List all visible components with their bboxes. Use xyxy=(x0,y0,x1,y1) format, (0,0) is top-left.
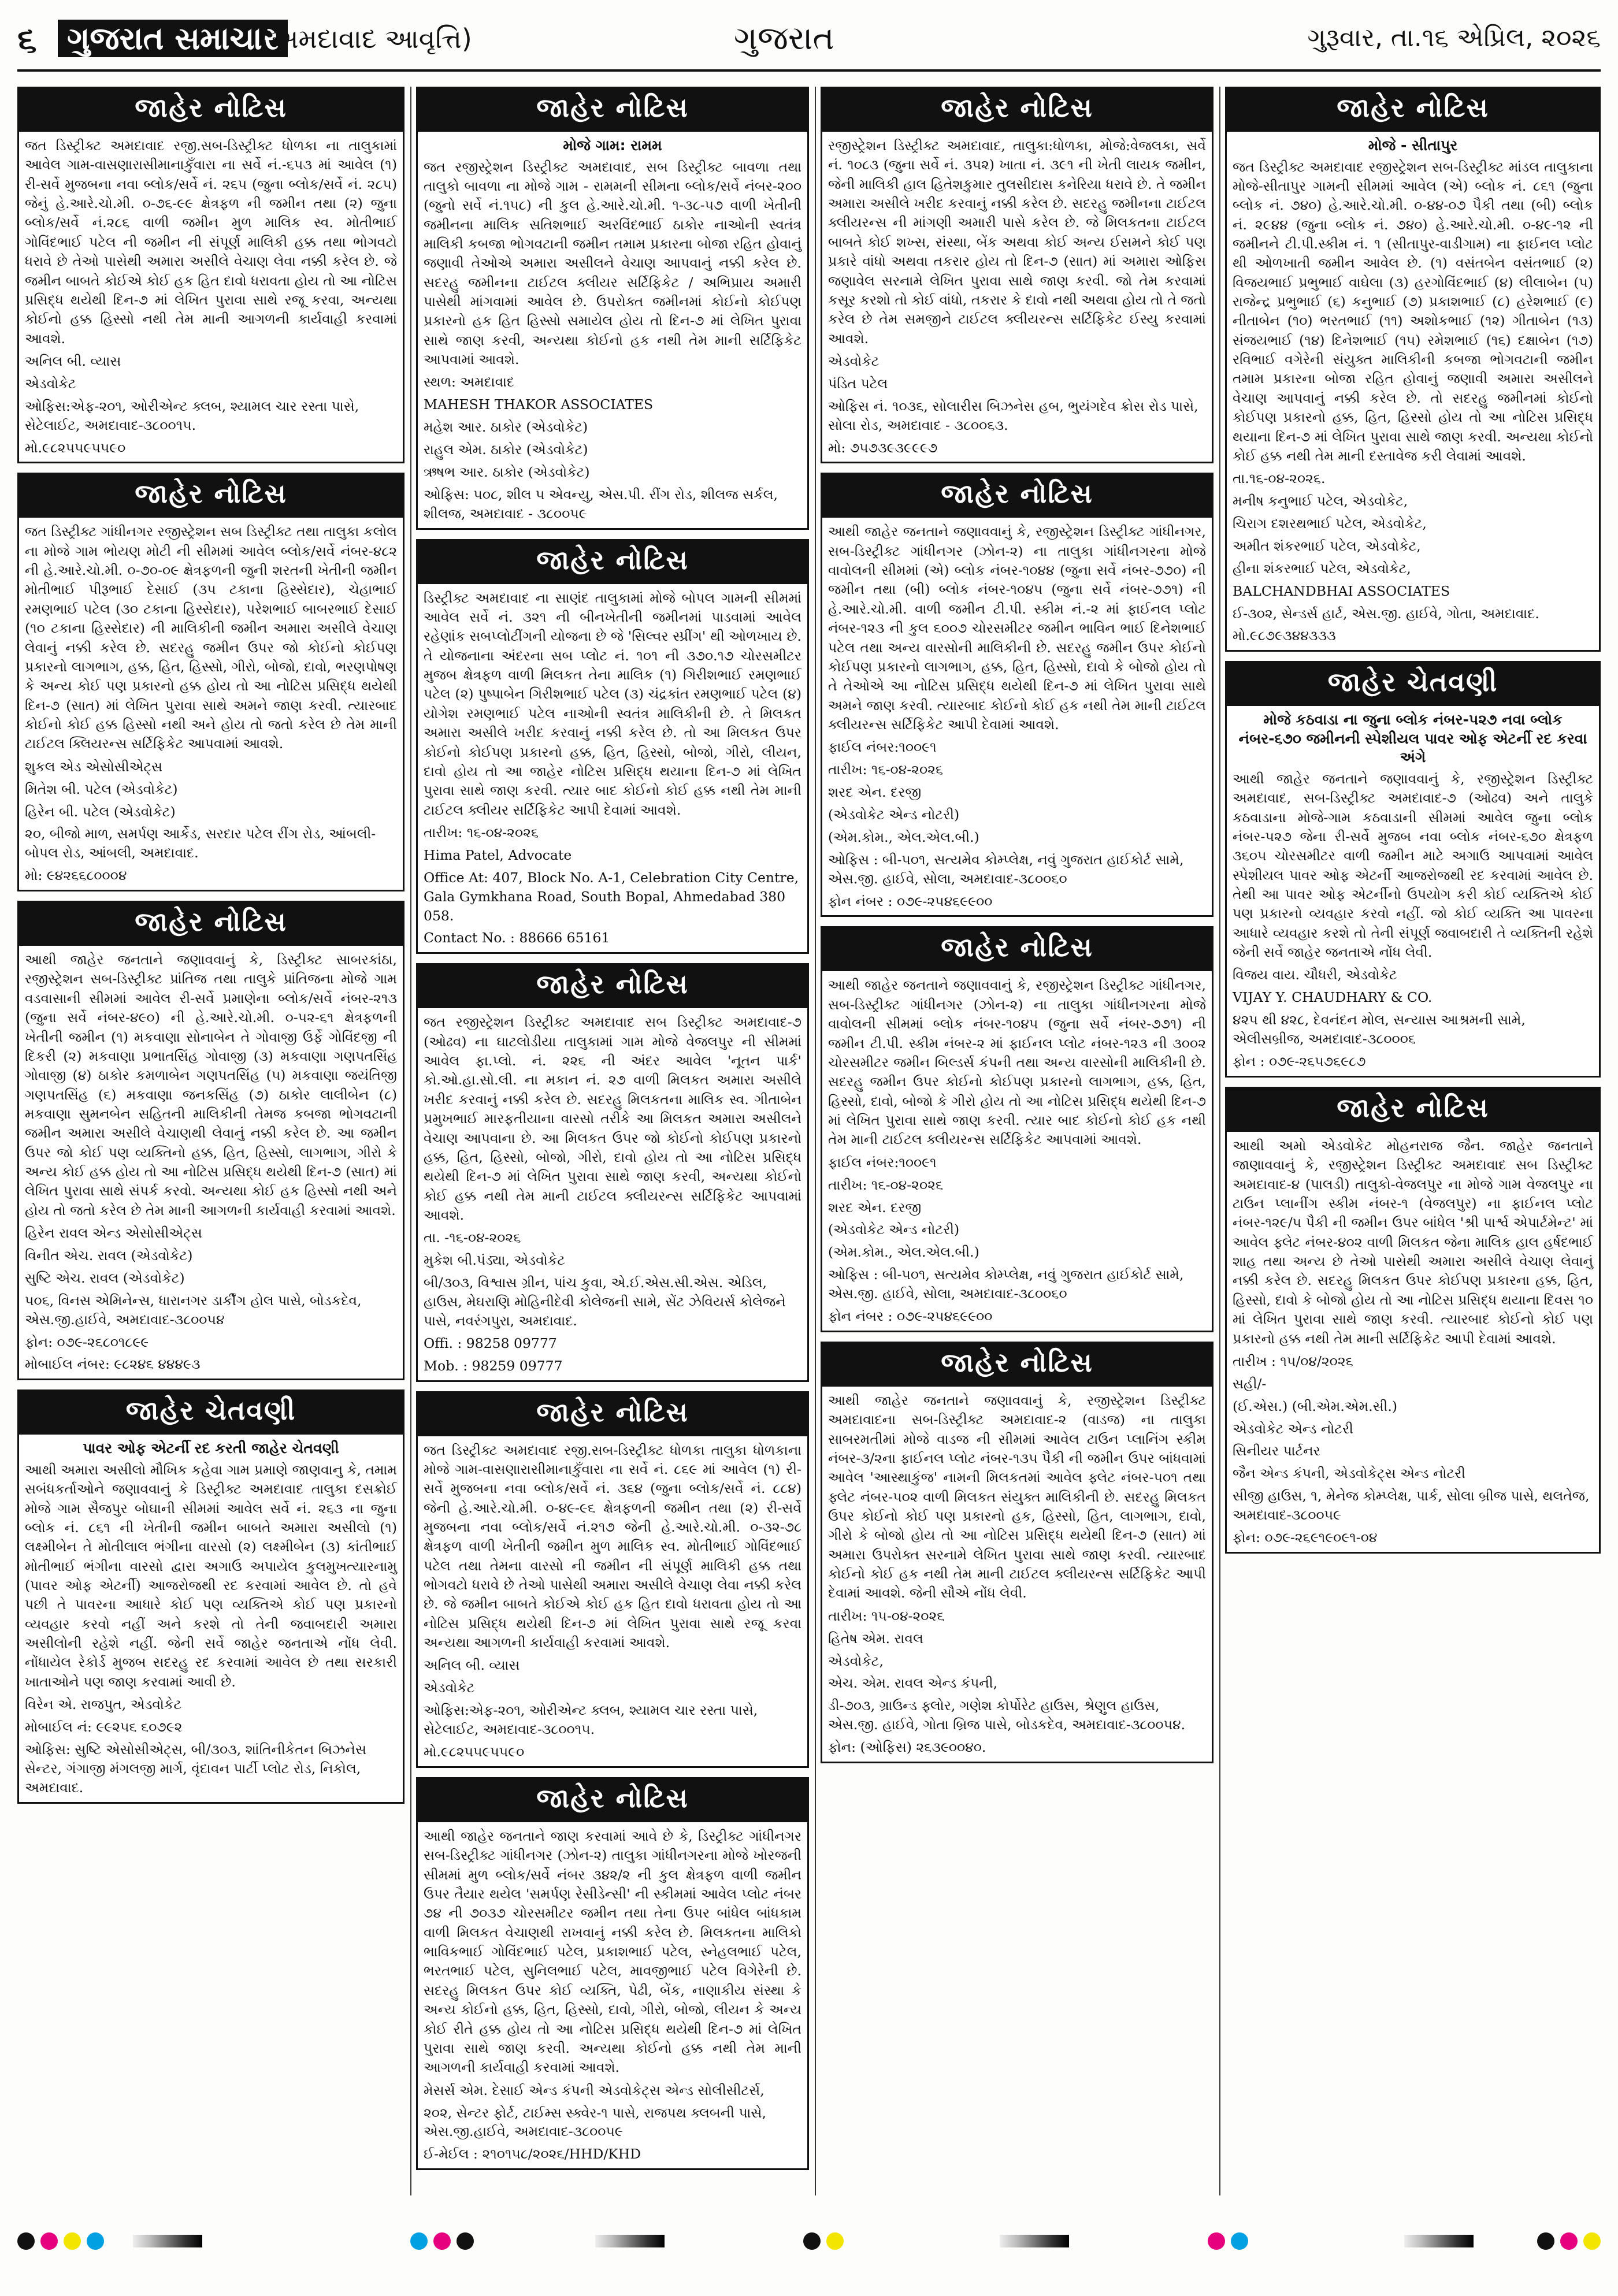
notice-body: આથી અમારા અસીલો મૌખિક કહેવા ગામ પ્રમાણે જાણવાનુ કે, તમામ સબંધકર્તાઓને જણાવવાનું કે ડિસ્ટ્રીક્ટ અમદાવાદ તાલુકા દસક્રોઈ મોજે ગામ સૈજપુર બોઘાની સીમમાં આવેલ સર્વે નં. ૨૬૩ ના જુના બ્લોક નં. ૮૬૧ ની ખેતીની જમીન બાબતે અમારા અસીલો (૧) લક્ષ્મીબેન તે મોતીલાલ ભંગીના વારસો (૨) લક્ષ્મીબેન (૩) કાંતીભાઈ મોતીભાઈ ભંગીના વારસો દ્વારા અગાઉ અપાયેલ કુલમુખત્યારનામુ (પાવર ઓફ એટર્ની) આજરોજથી રદ કરવામાં આવેલ છે. તો હવે પછી તે પાવરના આધારે કોઈ પણ વ્યક્તિએ કોઈ પણ પ્રકારનો વ્યવહાર કરવો નહીં અને કરશે તો તેની જવાબદારી અમારા અસીલોની રહેશે નહીં. જેની સર્વે જાહેર જનતાએ નોંધ લેવી. નોંધાયેલ રેકોર્ડ મુજબ સદરહુ રદ કરવામાં આવેલ છે તથા સરકારી ખાતાઓને પણ જાણ કરવામાં આવી છે. xyxy=(25,1461,397,1690)
notice-signature-line: Contact No. : 88666 65161 xyxy=(424,930,610,946)
notice-signature-line: તારીખ: ૧૬-૦૪-૨૦૨૬ xyxy=(424,824,539,841)
notice-subheading: પાવર ઓફ એટર્ની રદ કરતી જાહેર ચેતવણી xyxy=(83,1440,339,1457)
notice-signature-line: VIJAY Y. CHAUDHARY & CO. xyxy=(1233,989,1433,1006)
notice-signature-line: ૫૦૬, વિનસ એમિનેન્સ, ધારાનગર ડાર્કીંગ હોલ પાસે, બોડકદેવ, એસ.જી.હાઈવે, અમદાવાદ-૩૮૦૦૫૪ xyxy=(25,1292,362,1328)
notice-signature-line: અમીત શંકરભાઈ પટેલ, એડવોકેટ, xyxy=(1233,537,1421,554)
notice-signature-line: મો: ૭૫૭૩૯૩૯૯૯૭ xyxy=(828,439,938,456)
notice-signature-line: એડવોકેટ, xyxy=(828,1652,884,1669)
edition-label: (અમદાવાદ આવૃત્તિ) xyxy=(260,23,472,54)
notice-body: આથી જાહેર જનતાને જણાવવાનું કે, રજીસ્ટ્રેશન ડિસ્ટ્રીક્ટ અમદાવાદ, સબ-ડિસ્ટ્રીક્ટ અમદાવાદ-૭ (ઓઢવ) અને તાલુકે કઠવાડાના મોજે-ગામ કઠવાડાની સીમમાં આવેલ જુના બ્લોક નંબર-૫૨૭ જેના રી-સર્વે મુજબ નવા બ્લોક નંબર-૬૭૦ ક્ષેત્રફળ ૩૬૦૫ ચોરસમીટર વાળી જમીન માટે અગાઉ આપવામાં આવેલ સ્પેશીયલ પાવર ઓફ એટર્ની આજરોજથી રદ કરવામાં આવેલ છે. તેથી આ પાવર ઓફ એટર્નીનો ઉપયોગ કરી કોઈ વ્યક્તિએ કોઈ પણ પ્રકારનો વ્યવહાર કરવો નહીં. જો કોઈ વ્યક્તિ આ પાવરના આધારે વ્યવહાર કરશે તો તેની સંપૂર્ણ જવાબદારી તે વ્યક્તિની રહેશે જેની સર્વે જાહેર જનતાએ નોંધ લેવી. xyxy=(1233,770,1593,961)
notice-signature-line: ફોન : ૦૭૯-૨૬૫૭૬૯૮૭ xyxy=(1233,1053,1366,1070)
notice-signature-line: જૈન એન્ડ કંપની, એડવોકેટ્સ એન્ડ નોટરી xyxy=(1233,1465,1466,1482)
notice-box xyxy=(821,87,1214,463)
notice-heading: જાહેર નોટિસ xyxy=(822,88,1212,132)
registration-dot xyxy=(64,2232,81,2250)
notice-signature-line: ઓફિસ:એફ-૨૦૧, ઓરીએન્ટ ક્લબ, શ્યામલ ચાર રસ્તા પાસે, સેટેલાઈટ, અમદાવાદ-૩૮૦૦૧૫. xyxy=(25,397,359,433)
notice-box xyxy=(1225,1087,1601,1554)
notice-signature-line: ફોન: ૦૭૯-૨૬૯૧૯૦૯૧-૦૪ xyxy=(1233,1529,1378,1545)
notice-heading: જાહેર નોટિસ xyxy=(418,1393,807,1436)
notice-signature-line: ઓફિસ: સુષ્ટિ એસોસીએટ્સ, બી/૩૦૩, શાંતિનીકેતન બિઝનેસ સેન્ટર, ગંગાજી મંગલજી માર્ગ, વૃંદાવન પાર્ટી પ્લોટ રોડ, નિકોલ, અમદાવાદ. xyxy=(25,1741,366,1796)
tone-bar xyxy=(1404,2235,1474,2247)
notice-column-1 xyxy=(17,87,404,2195)
notice-box xyxy=(17,1390,404,1803)
registration-dot xyxy=(457,2232,474,2250)
registration-dot xyxy=(40,2232,58,2250)
notice-heading: જાહેર નોટિસ xyxy=(19,474,403,518)
notice-signature-line: ઋષભ આર. ઠાકોર (એડવોકેટ) xyxy=(424,464,590,481)
notice-column-3 xyxy=(821,87,1214,2195)
notice-box xyxy=(1225,661,1601,1078)
notice-heading: જાહેર નોટિસ xyxy=(418,541,807,584)
notice-body: આથી અમો એડવોકેટ મોહનરાજ જૈન. જાહેર જનતાને જાણાવવાનું કે, રજીસ્ટ્રેશન ડિસ્ટ્રીક્ટ અમદાવાદ સબ ડિસ્ટ્રીક્ટ અમદાવાદ-૪ (પાલડી) તાલુકો-વેજલપુર ના મોજે ગામ વેજલપુર ના ટાઉન પ્લાનીંગ સ્કીમ નંબર-૧ (વેજલપુર) ના ફાઈનલ પ્લોટ નંબર-૧૨૯/૫ પૈકી ની જમીન ઉપર બાંધેલ 'શ્રી પાર્શ્વ એપાર્ટમેન્ટ' માં આવેલ ફ્લેટ નંબર-૪૦૨ વાળી મિલકત જેના માલિક હાલ હર્ષદભાઈ શાહ તથા અન્ય છે તેઓ પાસેથી અમારા અસીલે વેચાણ લેવાનું નક્કી કરેલ છે. સદરહુ મિલકત ઉપર કોઈપણ પ્રકારના હક્ક, હિત, હિસ્સો, દાવો કે બોજો હોય તો આ નોટિસ પ્રસિદ્ધ થયાના દિવસ ૧૦ માં લેખિત પુરાવા સાથે જાણ કરવી. ત્યારબાદ કોઈનો કોઈ પણ પ્રકારનો હક્ક નથી તેમ માની સર્ટિફિકેટ આપી દેવામાં આવશે. xyxy=(1233,1137,1593,1347)
registration-dot xyxy=(17,2232,35,2250)
issue-date: ગુરૂવાર, તા.૧૬ એપ્રિલ, ૨૦૨૬ xyxy=(1307,23,1601,53)
notice-body: આથી જાહેર જનતાને જણાવવાનું કે, રજીસ્ટ્રેશન ડિસ્ટ્રીક્ટ ગાંધીનગર, સબ-ડિસ્ટ્રીક્ટ ગાંધીનગર (ઝોન-૨) ના તાલુકા ગાંધીનગરના મોજે વાવોલની સીમમાં (એ) બ્લોક નંબર-૧૦૪૪ (જુના સર્વે નંબર-૭૭૦) ની જમીન તથા (બી) બ્લોક નંબર-૧૦૪૫ (જુના સર્વે નંબર-૭૭૧) ની હે.આરે.ચો.મી. વાળી જમીન ટી.પી. સ્કીમ નં.-૨ માં ફાઈનલ પ્લોટ નંબર-૧૨૩ ની કુલ ૬૦૦૭ ચોરસમીટર જમીન ભાવિન ભાઈ દિનેશભાઈ પટેલ તથા અન્ય વારસોની માલિકીની છે. સદરહુ જમીન ઉપર કોઈનો કોઈપણ પ્રકારનો લાગભાગ, હક્ક, હિત, હિસ્સો, દાવો કે બોજો હોય તો તે તેઓએ આ નોટિસ પ્રસિદ્ધ થયેથી દિન-૭ માં લેખિત પુરાવા સાથે અમને જાણ કરવી. ત્યારબાદ કોઈનો કોઈ હક નથી તેમ માની ટાઈટલ ક્લીયરન્સ સર્ટિફિકેટ આપી દેવામાં આવશે. xyxy=(828,523,1206,733)
notice-signature-line: એડવોકેટ xyxy=(25,375,76,392)
notice-signature-line: મોબાઈલ નંબર: ૯૮૨૪૬ ૪૪૪૯૩ xyxy=(25,1356,201,1373)
notice-signature-line: સ્થળ: અમદાવાદ xyxy=(424,374,515,391)
registration-dot xyxy=(1208,2232,1225,2250)
notice-signature-line: સહી/- xyxy=(1233,1375,1267,1392)
registration-dot xyxy=(1231,2232,1248,2250)
notice-body: જત રજીસ્ટ્રેશન ડિસ્ટ્રીક્ટ અમદાવાદ સબ ડિસ્ટ્રીક્ટ અમદાવાદ-૭ (ઓઢવ) ના ઘાટલોડીયા તાલુકામાં ગામ મોજે વેજલપુર ની સીમમાં આવેલ ફા.પ્લો. નં. ૨૨૬ ની અંદર આવેલ 'નૂતન પાર્ક' કો.ઓ.હા.સો.લી. ના મકાન નં. ૨૭ વાળી મિલકત અમારા અસીલે ખરીદ કરવાનું નક્કી કરેલ છે. સદરહુ મિલકતના માલિક સ્વ. ગીતાબેન પ્રમુખભાઈ મારફતીયાના વારસો તરીકે આ મિલકત અમારા અસીલને વેચાણ આપવાના છે. આ મિલકત ઉપર જો કોઈનો કોઈપણ પ્રકારનો હક્ક, હિત, હિસ્સો, બોજો, ગીરો, દાવો હોય તો આ નોટિસ પ્રસિદ્ધ થયેથી દિન-૭ માં લેખિત પુરાવા સાથે જાણ કરવી, અન્યથા કોઈનો કોઈ હક્ક નથી તેમ માની ટાઈટલ ક્લીયરન્સ સર્ટિફિકેટ આપવામાં આવશે. xyxy=(424,1014,801,1223)
notice-signature-line: મો.૯૮૭૯૩૪૪૩૩૩ xyxy=(1233,627,1336,644)
tone-bar xyxy=(1000,2235,1069,2247)
notice-column-2 xyxy=(416,87,809,2195)
notice-signature-line: એચ. એમ. રાવલ એન્ડ કંપની, xyxy=(828,1675,998,1692)
registration-dot xyxy=(433,2232,451,2250)
notice-signature-line: વિરેન એ. રાજપુત, એડવોકેટ xyxy=(25,1696,182,1713)
notice-box xyxy=(821,473,1214,917)
notice-box xyxy=(416,1391,809,1768)
notice-signature-line: ચિરાગ દશરથભાઈ પટેલ, એડવોકેટ, xyxy=(1233,515,1427,532)
notice-signature-line: ૪૨૫ થી ૪૨૮, દેવનંદન મોલ, સન્યાસ આશ્રમની સામે, એલીસબ્રીજ, અમદાવાદ-૩૮૦૦૦૬ xyxy=(1233,1012,1526,1047)
notice-signature-line: મહેશ આર. ઠાકોર (એડવોકેટ) xyxy=(424,419,588,436)
notice-signature-line: અનિલ બી. વ્યાસ xyxy=(424,1657,520,1674)
notice-subheading: મોજે કઠવાડા ના જુના બ્લોક નંબર-૫૨૭ નવા બ્લોક નંબર-૬૭૦ જમીનની સ્પેશીયલ પાવર ઓફ એટર્ની રદ કરવા અંગે xyxy=(1238,711,1587,766)
notice-signature-line: ફોન: ૦૭૯-૨૬૮૦૧૮૯૯ xyxy=(25,1333,149,1350)
notice-box xyxy=(821,1342,1214,1763)
notice-signature-line: (એડવોકેટ એન્ડ નોટરી) xyxy=(828,1221,960,1238)
notice-signature-line: એડવોકેટ એન્ડ નોટરી xyxy=(1233,1420,1353,1437)
notice-signature-line: Office At: 407, Block No. A-1, Celebration City Centre, Gala Gymkhana Road, South Bopal, Ahmedabad 380 058. xyxy=(424,869,799,924)
notice-signature-line: ઓફિસ નં. ૧૦૩૬, સોલારીસ બિઝનેસ હબ, ભુયંગદેવ ક્રોસ રોડ પાસે, સોલા રોડ, અમદાવાદ - ૩૮૦૦૬૩. xyxy=(828,397,1198,433)
notice-signature-line: ફાઈલ નંબર:૧૦૦૯૧ xyxy=(828,739,937,756)
notice-signature-line: તા.૧૬-૦૪-૨૦૨૬. xyxy=(1233,470,1326,487)
notice-signature-line: ઓફિસ : બી-૫૦૧, સત્યમેવ કોમ્પ્લેક્ષ, નવું ગુજરાત હાઈકોર્ટ સામે, એસ.જી. હાઈવે, સોલા, અમદાવાદ-૩૮૦૦૬૦ xyxy=(828,851,1184,887)
notice-signature-line: તારીખ : ૧૫/૦૪/૨૦૨૬ xyxy=(1233,1353,1353,1369)
notice-body: જત ડિસ્ટ્રીક્ટ ગાંધીનગર રજીસ્ટ્રેશન સબ ડિસ્ટ્રીક્ટ તથા તાલુકા કલોલ ના મોજે ગામ ભોયણ મોટી ની સીમમાં આવેલ બ્લોક/સર્વે નંબર-૪૮૨ ની હે.આરે.ચો.મી. ૦-૭૦-૦૯ ક્ષેત્રફળની જુની શરતની ખેતીની જમીન મોતીભાઈ પીરૂભાઈ દેસાઈ (૩૫ ટકાના હિસ્સેદાર), ચેહાભાઈ રમણભાઈ પટેલ (૩૦ ટકાના હિસ્સેદાર), પરેશભાઈ બાબરભાઈ દેસાઈ (૧૦ ટકાના હિસ્સેદાર) ની માલિકીની જમીન અમારા અસીલે વેચાણ લેવાનું નક્કી કરેલ છે. સદરહુ જમીન ઉપર જો કોઈનો કોઈપણ પ્રકારનો લાગભાગ, હક્ક, હિત, હિસ્સો, ગીરો, બોજો, દાવો, ભરણપોષણ કે અન્ય કોઈ પણ પ્રકારનો હક્ક હોય તો આ નોટિસ પ્રસિદ્ધ થયેથી દિન-૭ (સાત) માં લેખિત પુરાવા સાથે અમને જાણ કરવી. ત્યારબાદ કોઈનો કોઈ હક્ક હિસ્સો નથી અને હોય તો જતો કરેલ છે તેમ માની ટાઈટલ ક્લિયરન્સ સર્ટિફિકેટ આપવામાં આવશે. xyxy=(25,523,397,752)
notice-signature-line: હિરેન બી. પટેલ (એડવોકેટ) xyxy=(25,803,176,820)
notice-signature-line: ૨૦, બીજો માળ, સમર્પણ આર્કેડ, સરદાર પટેલ રીંગ રોડ, આંબલી-બોપલ રોડ, આંબલી, અમદાવાદ. xyxy=(25,826,376,861)
notice-heading: જાહેર નોટિસ xyxy=(19,902,403,946)
notice-signature-line: (ઈ.એસ.) (બી.એમ.એમ.સી.) xyxy=(1233,1398,1398,1414)
newspaper-title: ગુજરાત સમાચાર xyxy=(58,20,288,57)
registration-dot xyxy=(87,2232,104,2250)
notice-box xyxy=(416,87,809,530)
notice-box xyxy=(1225,87,1601,652)
column-divider xyxy=(1219,87,1220,2195)
notice-signature-line: શરદ એન. દરજી xyxy=(828,784,922,801)
page-number: ૬ xyxy=(17,20,37,60)
notice-column-4 xyxy=(1225,87,1601,2195)
notice-signature-line: એડવોકેટ xyxy=(424,1680,475,1696)
registration-dot xyxy=(1560,2232,1578,2250)
notice-signature-line: એડવોકેટ xyxy=(828,352,879,369)
notice-signature-line: સિનીયર પાર્ટનર xyxy=(1233,1443,1320,1459)
notice-signature-line: મોબાઈલ નં: ૯૯૨૫૬ ૬૦૭૯૨ xyxy=(25,1719,183,1736)
notice-box xyxy=(416,539,809,954)
tone-bar xyxy=(133,2235,202,2247)
registration-dot xyxy=(1537,2232,1554,2250)
notice-heading: જાહેર નોટિસ xyxy=(822,1343,1212,1387)
notice-signature-line: સુષ્ટિ એચ. રાવલ (એડવોકેટ) xyxy=(25,1269,185,1286)
registration-dot xyxy=(803,2232,821,2250)
notice-box xyxy=(17,473,404,891)
notice-signature-line: BALCHANDBHAI ASSOCIATES xyxy=(1233,582,1450,599)
notice-box xyxy=(17,901,404,1380)
notice-heading: જાહેર ચેતવણી xyxy=(1227,663,1599,706)
notice-signature-line: ૨૦૨, સેન્ટર ફોર્ટ, ટાઈમ્સ સ્ક્વેર-૧ પાસે, રાજપથ ક્લબની પાસે, એસ.જી.હાઈવે, અમદાવાદ-૩૮૦૦૫૯ xyxy=(424,2104,766,2140)
notice-body: આથી જાહેર જનતાને જણાવવાનું કે, રજીસ્ટ્રેશન ડિસ્ટ્રીક્ટ અમદાવાદના સબ-ડિસ્ટ્રીક્ટ અમદાવાદ-૨ (વાડજ) ના તાલુકા સાબરમતીમાં મોજે વાડજ ની સીમમાં આવેલ ટાઉન પ્લાનિંગ સ્કીમ નંબર-૩/૨ના ફાઈનલ પ્લોટ નંબર-૧૩૫ પૈકી ની જમીન ઉપર બાંધવામાં આવેલ 'આસ્થાકુંજ' નામની મિલકતમાં આવેલ ફ્લેટ નંબર-૫૦૧ તથા ફ્લેટ નંબર-૫૦૨ વાળી મિલકત સંયુક્ત માલિકીની છે. સદરહુ મિલકત ઉપર કોઈનો કોઈ પણ પ્રકારનો હક, હિસ્સો, હિત, લાગભાગ, દાવો, ગીરો કે બોજો હોય તો આ નોટિસ પ્રસિદ્ધ થયેથી દિન-૭ (સાત) માં અમારા ઉપરોક્ત સરનામે લેખિત પુરાવા સાથે જાણ કરવી. ત્યારબાદ કોઈનો કોઈ હક નથી તેમ માની ટાઈટલ ક્લીયરન્સ સર્ટિફિકેટ આપી દેવામાં આવશે. જેની સૌએ નોંધ લેવી. xyxy=(828,1392,1206,1602)
column-divider xyxy=(815,87,816,2195)
notice-signature-line: ઈ-મેઈલ : ૨૧૦૧૫૮/૨૦૨૬/HHD/KHD xyxy=(424,2146,641,2163)
notice-signature-line: Mob. : 98259 09777 xyxy=(424,1357,563,1374)
notice-signature-line: ડી-૭૦૩, ગ્રાઉન્ડ ફ્લોર, ગણેશ કોર્પોરેટ હાઉસ, શ્રેણુલ હાઉસ, એસ.જી. હાઈવે, ગોતા બ્રિજ પાસે, બોડકદેવ, અમદાવાદ-૩૮૦૦૫૪. xyxy=(828,1697,1186,1733)
notice-box xyxy=(821,926,1214,1332)
notice-signature-line: ફોન નંબર : ૦૭૯-૨૫૪૬૯૯૦૦ xyxy=(828,893,993,909)
notice-signature-line: મનીષ કનુભાઈ પટેલ, એડવોકેટ, xyxy=(1233,493,1408,510)
notice-heading: જાહેર ચેતવણી xyxy=(19,1391,403,1435)
notice-heading: જાહેર નોટિસ xyxy=(418,1779,807,1822)
notice-signature-line: સીજી હાઉસ, ૧, મેનેજ કોમ્પ્લેક્ષ, પાર્ક, સોલા બ્રીજ પાસે, થલતેજ, અમદાવાદ-૩૮૦૦૫૯ xyxy=(1233,1488,1590,1524)
notice-body: જત ડિસ્ટ્રીક્ટ અમદાવાદ રજી.સબ-ડિસ્ટ્રીક્ટ ધોળકા ના તાલુકામાં આવેલ ગામ-વાસણારાસીમાનાકુઁવારા ના સર્વે નં.-૬૫૩ માં આવેલ (૧) રી-સર્વે મુજબના નવા બ્લોક/સર્વે નં. ૨૬૫ (જુના બ્લોક/સર્વે નં. ૨૮૫) જેનું હે.આરે.ચો.મી. ૦-૭૬-૯૯ ક્ષેત્રફળ ની જમીન તથા (૨) જુના બ્લોક/સર્વે નં.૨૮૬ વાળી જમીન મુળ માલિક સ્વ. મોતીભાઈ ગોવિંદભાઈ પટેલ ની જમીન ની સંપૂર્ણ માલિકી હક્ક તથા ભોગવટો ધરાવે છે તેઓ પાસેથી અમારા અસીલે વેચાણ લેવા નક્કી કરેલ છે. જે જમીન બાબતે કોઈએ કોઈ હક હિત દાવો ધરાવતા હોય તો આ નોટિસ પ્રસિદ્ધ થયેથી દિન-૭ માં લેખિત પુરાવા સાથે રજૂ કરવા, અન્યથા કોઈનો હક્ક હિસ્સો નથી તેમ માની આગળની કાર્યવાહી કરવામાં આવશે. xyxy=(25,138,397,347)
notice-signature-line: ફાઈલ નંબર:૧૦૦૯૧ xyxy=(828,1154,937,1171)
notice-heading: જાહેર નોટિસ xyxy=(822,474,1212,518)
column-divider xyxy=(410,87,411,2195)
notice-signature-line: ઈ-૩૦૨, સેન્ડર્સ હાર્ટ, એસ.જી. હાઈવે, ગોતા, અમદાવાદ. xyxy=(1233,605,1539,622)
notice-signature-line: (એમ.કોમ., એલ.એલ.બી.) xyxy=(828,829,979,845)
notice-box xyxy=(416,1777,809,2170)
notice-subheading: મોજે ગામ: રામમ xyxy=(563,137,662,154)
notice-heading: જાહેર નોટિસ xyxy=(1227,88,1599,132)
notice-heading: જાહેર નોટિસ xyxy=(418,965,807,1008)
page-header xyxy=(17,16,1601,72)
notice-heading: જાહેર નોટિસ xyxy=(1227,1088,1599,1132)
notice-heading: જાહેર નોટિસ xyxy=(418,88,807,132)
tone-bar xyxy=(595,2235,665,2247)
notice-body: આથી જાહેર જનતાને જણાવવાનું કે, ડિસ્ટ્રીક્ટ સાબરકાંઠા, રજીસ્ટ્રેશન સબ-ડિસ્ટ્રીક્ટ પ્રાંતિજ તથા તાલુકે પ્રાંતિજના મોજે ગામ વડવાસાની સીમમાં આવેલ રી-સર્વે પ્રમાણેના બ્લોક/સર્વે નંબર-૨૧૩ (જુના સર્વે નંબર-૪૯૦) ની હે.આરે.ચો.મી. ૦-૫૨-૬૧ ક્ષેત્રફળની ખેતીની જમીન (૧) મકવાણા સોનાબેન તે ગોવાજી ઉર્ફે ગોવિંદજી ની દિકરી (૨) મકવાણા પ્રભાતસિંહ ગોવાજી (૩) મકવાણા ગણપતસિંહ ગોવાજી (૪) ઠાકોર કમળાબેન ગણપતસિંહ (૫) મકવાણા જયંતિજી ગણપતસિંહ (૬) મકવાણા જનકસિંહ (૭) ઠાકોર લાલીબેન (૮) મકવાણા સુમનબેન સહિતની માલિકીની તેમજ કબજા ભોગવટાની જમીન અમારા અસીલે વેચાણથી લેવાનું નક્કી કરેલ છે. આ જમીન ઉપર જો કોઈ પણ વ્યક્તિનો હક્ક, હિત, હિસ્સો, લાગભાગ, ગીરો કે અન્ય કોઈ હક્ક હોય તો આ નોટિસ પ્રસિદ્ધ થયેથી દિન-૭ (સાત) માં લેખિત પુરાવા સાથે સંપર્ક કરવો. અન્યથા કોઈ હક હિસ્સો નથી અને હોય તો જતો કરેલ છે તેમ માની આગળની કાર્યવાહી કરવામાં આવશે. xyxy=(25,952,397,1218)
notice-signature-line: ઓફિસ : બી-૫૦૧, સત્યમેવ કોમ્પ્લેક્ષ, નવું ગુજરાત હાઈકોર્ટ સામે, એસ.જી. હાઈવે, સોલા, અમદાવાદ-૩૮૦૦૬૦ xyxy=(828,1266,1184,1302)
notice-box xyxy=(17,87,404,463)
notice-signature-line: મેસર્સ એમ. દેસાઈ એન્ડ કંપની એડવોકેટ્સ એન્ડ સોલીસીટર્સ, xyxy=(424,2082,765,2098)
notice-signature-line: વિજય વાય. ચૌધરી, એડવોકેટ xyxy=(1233,967,1397,983)
notice-signature-line: ફોન નંબર : ૦૭૯-૨૫૪૬૯૯૦૦ xyxy=(828,1307,993,1324)
notice-body: જત ડિસ્ટ્રીક્ટ અમદાવાદ રજીસ્ટ્રેશન સબ-ડિસ્ટ્રીક્ટ માંડલ તાલુકાના મોજે-સીતાપુર ગામની સીમમાં આવેલ (એ) બ્લોક નં. ૮૬૧ (જુના બ્લોક નં. ૭૪૦) હે.આરે.ચો.મી. ૦-૪૪-૦૭ પૈકી તથા (બી) બ્લોક નં. ૨૯૪૪ (જુના બ્લોક નં. ૭૪૦) હે.આરે.ચો.મી. ૦-૪૯-૧૨ ની જમીનને ટી.પી.સ્કીમ નં. ૧ (સીતાપુર-વાડીગામ) ના ફાઈનલ પ્લોટ થી ઓળખાતી જમીન આવેલ છે. (૧) વસંતબેન વસંતભાઈ (૨) વિજયભાઈ પ્રભુભાઈ વાઘેલા (૩) હરગોવિંદભાઈ (૪) લીલાબેન (૫) રાજેન્દ્ર પ્રભુભાઈ (૬) કનુભાઈ (૭) પ્રકાશભાઈ (૮) હરેશભાઈ (૯) નીતાબેન (૧૦) ભરતભાઈ (૧૧) અશોકભાઈ (૧૨) ગીતાબેન (૧૩) સંજયભાઈ (૧૪) દિનેશભાઈ (૧૫) રમેશભાઈ (૧૬) દક્ષાબેન (૧૭) રવિભાઈ વગેરેની સંયુક્ત માલિકીની કબજા ભોગવટાની જમીન તમામ પ્રકારના બોજા રહિત હોવાનું જણાવી અમારા અસીલને વેચાણ આપવાનું નક્કી કરેલ છે. તો સદરહુ જમીનમાં કોઈનો કોઈપણ પ્રકારનો હક્ક, હિત, હિસ્સો હોય તો આ નોટિસ પ્રસિદ્ધ થયાના દિન-૭ માં લેખિત પુરાવા સાથે જાણ કરવી. અન્યથા કોઈનો કોઈ હક્ક નથી તેમ માની દસ્તાવેજ કરી લેવામાં આવશે. xyxy=(1233,158,1593,464)
notice-signature-line: તા. -૧૬-૦૪-૨૦૨૬ xyxy=(424,1229,521,1246)
notice-signature-line: મો: ૯૪૨૬૬૮૦૦૦૪ xyxy=(25,867,127,884)
notice-signature-line: મો.૯૮૨૫૫૯૫૫૯૦ xyxy=(424,1744,525,1760)
notice-signature-line: (એડવોકેટ એન્ડ નોટરી) xyxy=(828,807,960,823)
notice-subheading: મોજે - સીતાપુર xyxy=(1368,137,1458,154)
registration-dot xyxy=(1583,2232,1601,2250)
notice-body: જત ડિસ્ટ્રીક્ટ અમદાવાદ રજી.સબ-ડિસ્ટ્રીક્ટ ધોળકા તાલુકા ધોળકાના મોજે ગામ-વાસણારાસીમાનાકુઁવારા ના સર્વે નં. ૮૬૯ માં આવેલ (૧) રી-સર્વે મુજબના નવા બ્લોક/સર્વે નં. ૩૬૪ (જુના બ્લોક/સર્વે નં. ૮૮૪) જેની હે.આરે.ચો.મી. ૦-૪૯-૯૬ ક્ષેત્રફળની જમીન તથા (૨) રી-સર્વે મુજબના નવા બ્લોક/સર્વે નં.૨૧૭ જેની હે.આરે.ચો.મી. ૦-૩૨-૭૮ ક્ષેત્રફળ વાળી ખેતીની જમીન મુળ માલિક સ્વ. મોતીભાઈ ગોવિંદભાઈ પટેલ તથા તેમના વારસો ની જમીન ની સંપૂર્ણ માલિકી હક્ક તથા ભોગવટો ધરાવે છે તેઓ પાસેથી અમારા અસીલે વેચાણ લેવા નક્કી કરેલ છે. જે જમીન બાબતે કોઈએ કોઈ હક હિત દાવો ધરાવતા હોય તો આ નોટિસ પ્રસિદ્ધ થયેથી દિન-૭ માં લેખિત પુરાવા સાથે રજૂ કરવા અન્યથા આગળની કાર્યવાહી કરવામાં આવશે. xyxy=(424,1441,801,1651)
notice-signature-line: મિતેશ બી. પટેલ (એડવોકેટ) xyxy=(25,781,178,797)
notice-signature-line: શુકલ એડ એસોસીએટ્સ xyxy=(25,758,163,775)
notice-box xyxy=(416,963,809,1381)
registration-dot xyxy=(410,2232,428,2250)
notice-signature-line: હીના શંકરભાઈ પટેલ, એડવોકેટ, xyxy=(1233,560,1411,577)
notice-signature-line: ફોન: (ઓફિસ) ૨૬૩૯૦૦૪૦. xyxy=(828,1739,986,1756)
notice-body: જત રજીસ્ટ્રેશન ડિસ્ટ્રીક્ટ અમદાવાદ, સબ ડિસ્ટ્રીક્ટ બાવળા તથા તાલુકો બાવળા ના મોજે ગામ - રામમની સીમના બ્લોક/સર્વે નંબર-૨૦૦ (જુનો સર્વે નં.૧૫૮) ની કુલ હે.આરે.ચો.મી. ૧-૩૮-૫૭ વાળી ખેતીની જમીનના માલિક સતિશભાઈ અરવિંદભાઈ ઠાકોર નાઓની સ્વતંત્ર માલિકી કબજા ભોગવટાની જમીન તમામ પ્રકારના બોજા રહિત હોવાનું જણાવી તેઓએ અમારા અસીલને વેચાણ આપવાનું નક્કી કરેલ છે. સદરહુ જમીનના ટાઈટલ ક્લીયર સર્ટિફિકેટ / અભિપ્રાય અમારી પાસેથી માંગવામાં આવેલ છે. ઉપરોક્ત જમીનમાં કોઈનો કોઈપણ પ્રકારનો હક હિત હિસ્સો સમાયેલ હોય તો દિન-૭ માં લેખિત પુરાવા સાથે જાણ કરવી, અન્યથા કોઈનો હક નથી તેમ માની સર્ટિફિકેટ આપવામાં આવશે. xyxy=(424,158,801,368)
notice-heading: જાહેર નોટિસ xyxy=(822,928,1212,971)
notice-signature-line: મુકેશ બી.પંડ્યા, એડવોકેટ xyxy=(424,1252,565,1269)
notice-signature-line: Hima Patel, Advocate xyxy=(424,846,572,863)
notice-body: આથી જાહેર જનતાને જાણ કરવામાં આવે છે કે, ડિસ્ટ્રીક્ટ ગાંધીનગર સબ-ડિસ્ટ્રીક્ટ ગાંધીનગર (ઝોન-૨) તાલુકા ગાંધીનગરના મોજે ખોરજની સીમમાં મુળ બ્લોક/સર્વે નંબર ૩૪૨/૨ ની કુલ ક્ષેત્રફળ વાળી જમીન ઉપર તૈયાર થયેલ 'સમર્પણ રેસીડેન્સી' ની સ્કીમમાં આવેલ પ્લોટ નંબર ૭૪ ની ૭૦૩૭ ચોરસમીટર જમીન તથા તેના ઉપર બાંધેલ બાંધકામ વાળી મિલકત વેચાણથી રાખવાનું નક્કી કરેલ છે. મિલકતના માલિકો ભાવિકભાઈ ગોવિંદભાઈ પટેલ, પ્રકાશભાઈ પટેલ, સ્નેહલભાઈ પટેલ, ભરતભાઈ પટેલ, સુનિલભાઈ પટેલ, માવજીભાઈ પટેલ વિગેરેની છે. સદરહુ મિલકત ઉપર કોઈ વ્યક્તિ, પેઢી, બેંક, નાણાકીય સંસ્થા કે અન્ય કોઈનો હક્ક, હિત, હિસ્સો, દાવો, ગીરો, બોજો, લીયન કે અન્ય કોઈ રીતે હક્ક હોય તો આ નોટિસ પ્રસિદ્ધ થયેથી દિન-૭ માં લેખિત પુરાવા સાથે જાણ કરવી. અન્યથા કોઈનો હક્ક નથી તેમ માની આગળની કાર્યવાહી કરવામાં આવશે. xyxy=(424,1827,801,2076)
notice-signature-line: (એમ.કોમ., એલ.એલ.બી.) xyxy=(828,1244,979,1261)
notice-signature-line: ઓફિસ: ૫૦૮, શીલ ૫ એવન્યુ, એસ.પી. રીંગ રોડ, શીલજ સર્કલ, શીલજ, અમદાવાદ - ૩૮૦૦૫૯ xyxy=(424,486,778,522)
notice-signature-line: તારીખ: ૧૬-૦૪-૨૦૨૬ xyxy=(828,1176,944,1193)
registration-dot xyxy=(826,2232,844,2250)
notice-signature-line: હિરેન રાવલ એન્ડ એસોસીએટ્સ xyxy=(25,1225,202,1242)
notice-signature-line: તારીખ: ૧૫-૦૪-૨૦૨૬ xyxy=(828,1607,945,1624)
notice-body: ડિસ્ટ્રીક્ટ અમદાવાદ ના સાણંદ તાલુકામાં મોજે બોપલ ગામની સીમમાં આવેલ સર્વે નં. ૩૨૧ ની બીનખેતીની જમીનમાં પાડવામાં આવેલ રહેણાંક સબપ્લોટીંગની યોજના છે જે 'સિલ્વર સ્પ્રીંગ' થી ઓળખાય છે. તે યોજનાના અંદરના સબ પ્લોટ નં. ૧૦૧ ની ૩૭૦.૧૭ ચોરસમીટર મુજબ ક્ષેત્રફળ વાળી મિલકત તેના માલિક (૧) ગિરીશભાઈ રમણભાઈ પટેલ (૨) પુષ્પાબેન ગિરીશભાઈ પટેલ (૩) ચંદ્રકાંત રમણભાઈ પટેલ (૪) યોગેશ રમણભાઈ પટેલ નાઓની સ્વતંત્ર માલિકીની છે. તે મિલકત અમારા અસીલે ખરીદ કરવાનું નક્કી કરેલ છે. તો આ મિલકત ઉપર કોઈનો કોઈપણ પ્રકારનો હક્ક, હિત, હિસ્સો, બોજો, ગીરો, લીયન, દાવો હોય તો આ જાહેર નોટિસ પ્રસિદ્ધ થયાના દિન-૭ માં લેખિત પુરાવા સાથે જાણ કરવી. ત્યાર બાદ કોઈનો કોઈ હક્ક નથી તેમ માની ટાઈટલ ક્લીયર સર્ટિફિકેટ આપી દેવામાં આવશે. xyxy=(424,589,801,818)
notice-signature-line: પંડિત પટેલ xyxy=(828,375,888,392)
notice-signature-line: શરદ એન. દરજી xyxy=(828,1199,922,1216)
notice-body: આથી જાહેર જનતાને જણાવવાનું કે, રજીસ્ટ્રેશન ડિસ્ટ્રીક્ટ ગાંધીનગર, સબ-ડિસ્ટ્રીક્ટ ગાંધીનગર (ઝોન-૨) ના તાલુકા ગાંધીનગરના મોજે વાવોલની સીમમાં બ્લોક નંબર-૧૦૪૫ (જુના સર્વે નંબર-૭૭૧) ની જમીન ટી.પી. સ્કીમ નંબર-૨ માં ફાઈનલ પ્લોટ નંબર-૧૨૩ ની ૩૦૦૨ ચોરસમીટર જમીન બિલ્ડર્સ કંપની તથા અન્ય વારસોની માલિકીની છે. સદરહુ જમીન ઉપર કોઈનો કોઈપણ પ્રકારનો લાગભાગ, હક્ક, હિત, હિસ્સો, દાવો, બોજો કે ગીરો હોય તો આ નોટિસ પ્રસિદ્ધ થયેથી દિન-૭ માં લેખિત પુરાવા સાથે જાણ કરવી. ત્યાર બાદ કોઈનો કોઈ હક નથી તેમ માની ટાઈટલ ક્લીયરન્સ સર્ટિફિકેટ આપવામાં આવશે. xyxy=(828,977,1206,1148)
notice-signature-line: તારીખ: ૧૬-૦૪-૨૦૨૬ xyxy=(828,761,944,778)
notice-signature-line: અનિલ બી. વ્યાસ xyxy=(25,352,121,369)
notice-signature-line: મો.૯૮૨૫૫૯૫૫૯૦ xyxy=(25,439,126,456)
notice-signature-line: હિતેષ એમ. રાવલ xyxy=(828,1630,923,1647)
notice-signature-line: MAHESH THAKOR ASSOCIATES xyxy=(424,396,654,413)
notice-signature-line: રાહુલ એમ. ઠાકોર (એડવોકેટ) xyxy=(424,441,588,458)
notice-body: રજીસ્ટ્રેશન ડિસ્ટ્રીક્ટ અમદાવાદ, તાલુકા:ધોળકા, મોજે:વેજલકા, સર્વે નં. ૧૦૮૩ (જુના સર્વે નં. ૩૫૨) ખાતા નં. ૩૯૧ ની ખેતી લાયક જમીન, જેની માલિકી હાલ હિતેશકુમાર તુલસીદાસ કનેરિયા ધરાવે છે. તે જમીન અમારા અસીલે ખરીદ કરવાનું નક્કી કરેલ છે. સદરહુ જમીનના ટાઈટલ ક્લીયરન્સ ની માંગણી અમારી પાસે કરેલ છે. જે મિલકતના ટાઈટલ બાબતે કોઈ શખ્સ, સંસ્થા, બેંક અથવા કોઈ અન્ય ઈસમને કોઈ પણ પ્રકારે વાંધો અથવા તકરાર હોય તો દિન-૭ (સાત) માં અમારા ઓફિસ જણાવેલ સરનામે લેખિત પુરાવા સાથે જાણ કરવી. જો તેમ કરવામાં કસૂર કરશો તો કોઈ વાંધો, તકરાર કે દાવો નથી અથવા હોય તો તે જતો કરેલ છે તેમ સમજીને ટાઈટલ ક્લીયરન્સ સર્ટિફિકેટ ઈસ્યુ કરવામાં આવશે. xyxy=(828,138,1206,347)
section-title: ગુજરાત xyxy=(734,20,834,57)
notice-signature-line: વિનીત એચ. રાવલ (એડવોકેટ) xyxy=(25,1247,193,1264)
print-registration-strip xyxy=(17,2220,1601,2278)
notice-signature-line: Offi. : 98258 09777 xyxy=(424,1335,557,1351)
notice-heading: જાહેર નોટિસ xyxy=(19,88,403,132)
notice-signature-line: બી/૩૦૩, વિશ્વાસ ગ્રીન, પાંચ કુવા, એ.ઈ.એસ.સી.એસ. એડિલ, હાઉસ, મેઘરાણિ મોહિનીદેવી કોલેજની સામે, સેંટ ઝેવિયર્સ કોલેજને પાસે, નવરંગપુરા, અમદાવાદ. xyxy=(424,1275,786,1329)
notice-signature-line: ઓફિસ:એફ-૨૦૧, ઓરીએન્ટ ક્લબ, શ્યામલ ચાર રસ્તા પાસે, સેટેલાઈટ, અમદાવાદ-૩૮૦૦૧૫. xyxy=(424,1702,758,1738)
